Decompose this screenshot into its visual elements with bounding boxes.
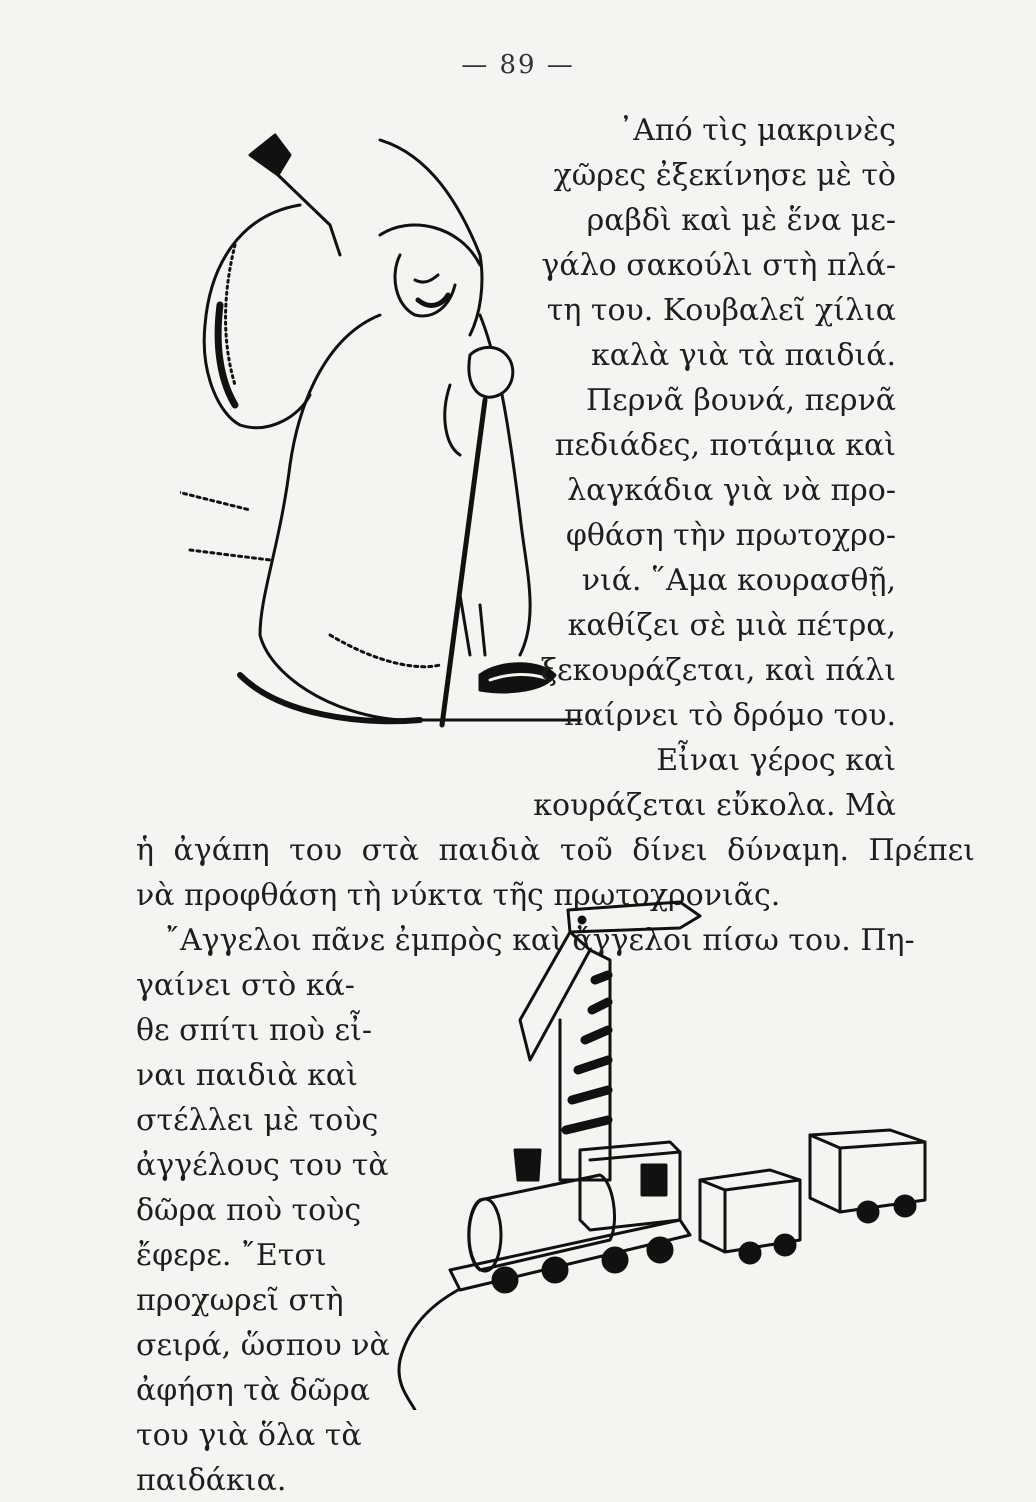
text-line: ῎Αγγελοι πᾶνε ἐμπρὸς καὶ ἄγγελοι πίσω του. Πη- — [165, 923, 915, 958]
text-line: λαγκάδια γιὰ νὰ προ- — [567, 473, 896, 508]
text-line: γαίνει στὸ κά- — [136, 968, 355, 1003]
text-line: παιδάκια. — [136, 1463, 287, 1498]
text-line: Περνᾶ βουνά, περνᾶ — [586, 383, 896, 418]
text-line: καλὰ γιὰ τὰ παιδιά. — [590, 338, 896, 373]
text-line: ᾿Από τὶς μακρινὲς — [618, 113, 896, 148]
text-line: γάλο σακούλι στὴ πλά- — [541, 248, 896, 283]
text-line: τη του. Κουβαλεῖ χίλια — [546, 293, 896, 328]
toy-train-illustration — [380, 880, 940, 1410]
text-line: νιά. ῞Αμα κουρασθῇ, — [581, 563, 896, 598]
text-line: σειρά, ὥσπου νὰ — [136, 1328, 390, 1363]
text-line: φθάση τὴν πρωτοχρο- — [565, 518, 896, 553]
text-line: στέλλει μὲ τοὺς — [136, 1103, 379, 1138]
text-line: ναι παιδιὰ καὶ — [136, 1058, 358, 1093]
text-line: ἡ ἀγάπη του στὰ παιδιὰ τοῦ δίνει δύναμη. Πρέπει — [136, 833, 975, 868]
text-line: νὰ προφθάση τὴ νύκτα τῆς πρωτοχρονιᾶς. — [136, 878, 781, 913]
page-number: — 89 — — [461, 50, 575, 80]
text-line: χῶρες ἐξεκίνησε μὲ τὸ — [553, 158, 896, 193]
text-line: κουράζεται εὔκολα. Μὰ — [533, 788, 896, 823]
text-line: ἀφήση τὰ δῶρα — [136, 1373, 371, 1408]
text-line: ραβδὶ καὶ μὲ ἕνα με- — [586, 203, 896, 238]
text-line: παίρνει τὸ δρόμο του. — [564, 698, 896, 733]
text-line: ἔφερε. ῎Ετσι — [136, 1238, 327, 1273]
text-line: καθίζει σὲ μιὰ πέτρα, — [567, 608, 896, 643]
text-line: πεδιάδες, ποτάμια καὶ — [554, 428, 896, 463]
text-line: Εἶναι γέρος καὶ — [656, 743, 896, 778]
text-line: δῶρα ποὺ τοὺς — [136, 1193, 362, 1228]
text-line: ξεκουράζεται, καὶ πάλι — [540, 653, 896, 688]
text-line: θε σπίτι ποὺ εἶ- — [136, 1013, 372, 1048]
text-line: ἀγγέλους του τὰ — [136, 1148, 389, 1183]
text-line: του γιὰ ὅλα τὰ — [136, 1418, 362, 1453]
text-line: προχωρεῖ στὴ — [136, 1283, 344, 1318]
santa-claus-illustration — [180, 115, 590, 735]
